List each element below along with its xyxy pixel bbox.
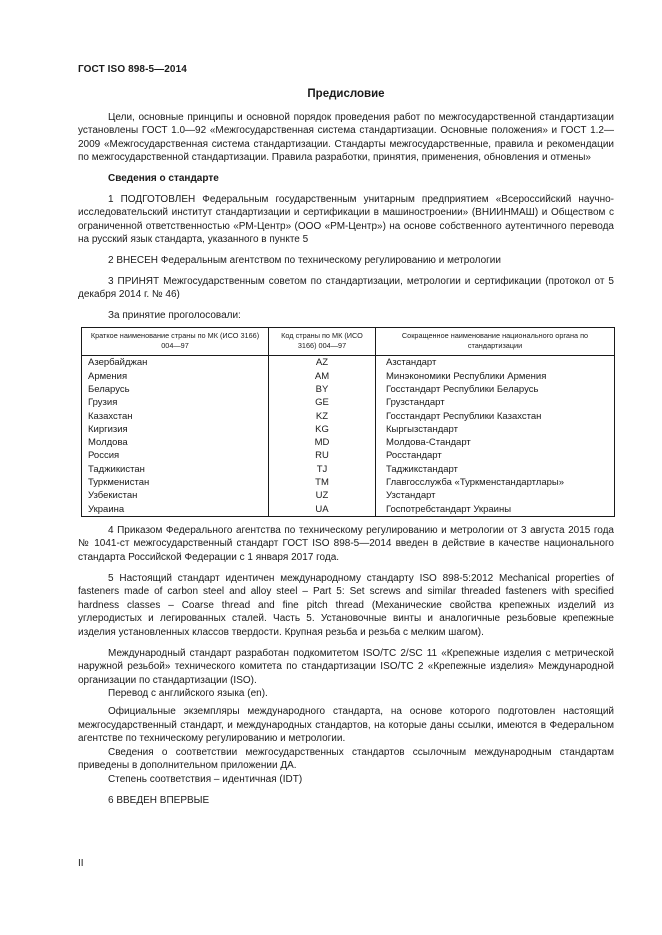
country-name: Азербайджан [82, 356, 269, 370]
page-title: Предисловие [307, 88, 385, 100]
standards-body: Молдова-Стандарт [376, 436, 615, 449]
country-code: MD [269, 436, 376, 449]
country-code: GE [269, 396, 376, 409]
country-name: Туркменистан [82, 476, 269, 489]
table-row [82, 503, 615, 517]
standards-body: Росстандарт [376, 449, 615, 462]
intro-paragraph: Цели, основные принципы и основной порядок проведения работ по межгосударственной стандартизации установлены ГОСТ 1.0—92 «Межгосударственная система стандартизации. Основные положения» и ГОСТ 1.2—2009 «Межгосударственная система стандартизации. Стандарты межгосударственные, правила и рекомендации по межгосударственной стандартизации. Правила разработки, принятия, применения, обновления и отмены» [78, 111, 614, 164]
standards-body: Азстандарт [376, 356, 615, 370]
standards-body: Таджикстандарт [376, 463, 615, 476]
table-row [82, 463, 615, 476]
table-header-row [82, 328, 615, 356]
item-6-paragraph: 6 ВВЕДЕН ВПЕРВЫЕ [108, 794, 210, 806]
item-5-developer-paragraph: Международный стандарт разработан подкомитетом ISO/TC 2/SC 11 «Крепежные изделия с метрической наружной резьбой» технического комитета по стандартизации ISO/TC 2 «Крепежные изделия» Международной организации по стандартизации (ISO). [78, 647, 614, 686]
item-5-translation-paragraph: Перевод с английского языка (en). [108, 688, 268, 700]
table-row [82, 423, 615, 436]
table-row [82, 383, 615, 396]
country-name: Таджикистан [82, 463, 269, 476]
document-header: ГОСТ ISO 898-5—2014 [78, 64, 187, 75]
item-5-compliance-paragraph: Сведения о соответствии межгосударственных стандартов ссылочным международным стандартам приведены в дополнительном приложении ДА. [78, 746, 614, 772]
country-name: Узбекистан [82, 489, 269, 502]
table-row [82, 356, 615, 370]
standards-body: Минэкономики Республики Армения [376, 370, 615, 383]
country-name: Россия [82, 449, 269, 462]
table-row [82, 436, 615, 449]
country-code: RU [269, 449, 376, 462]
item-1-paragraph: 1 ПОДГОТОВЛЕН Федеральным государственным унитарным предприятием «Всероссийский научно-исследовательский институт стандартизации и сертификации в машиностроении» (ВНИИНМАШ) и Обществом с ограниченной ответственностью «РМ-Центр» (ООО «РМ-Центр») на основе собственного аутентичного перевода на русский язык стандарта, указанного в пункте 5 [78, 193, 614, 246]
table-row [82, 410, 615, 423]
table-row [82, 370, 615, 383]
header-standards-body: Сокращенное наименование национального органа по стандартизации [376, 328, 615, 356]
header-country-code: Код страны по МК (ИСО 3166) 004—97 [269, 328, 376, 356]
item-2-paragraph: 2 ВНЕСЕН Федеральным агентством по техническому регулированию и метрологии [108, 254, 501, 266]
country-code: UZ [269, 489, 376, 502]
header-country-name: Краткое наименование страны по МК (ИСО 3166) 004—97 [82, 328, 269, 356]
page-number: II [78, 858, 84, 869]
country-name: Грузия [82, 396, 269, 409]
country-name: Беларусь [82, 383, 269, 396]
country-name: Молдова [82, 436, 269, 449]
standards-body: Госстандарт Республики Беларусь [376, 383, 615, 396]
table-row [82, 396, 615, 409]
country-code: AM [269, 370, 376, 383]
item-3-paragraph: 3 ПРИНЯТ Межгосударственным советом по стандартизации, метрологии и сертификации (протокол от 5 декабря 2014 г. № 46) [78, 275, 614, 301]
country-name: Армения [82, 370, 269, 383]
standards-body: Грузстандарт [376, 396, 615, 409]
standards-body: Кыргызстандарт [376, 423, 615, 436]
country-code: UA [269, 503, 376, 517]
country-name: Украина [82, 503, 269, 517]
standards-body: Госпотребстандарт Украины [376, 503, 615, 517]
item-5-official-copies-paragraph: Официальные экземпляры международного стандарта, на основе которого подготовлен настоящий межгосударственный стандарт, и международных стандартов, на которые даны ссылки, имеются в Федеральном агентстве по техническому регулированию и метрологии. [78, 706, 614, 745]
country-code: BY [269, 383, 376, 396]
country-name: Киргизия [82, 423, 269, 436]
item-4-paragraph: 4 Приказом Федерального агентства по техническому регулированию и метрологии от 3 августа 2015 года № 1041-ст межгосударственный стандарт ГОСТ ISO 898-5—2014 введен в действие в качестве национального стандарта Российской Федерации с 1 января 2017 года. [78, 524, 614, 564]
table-row [82, 449, 615, 462]
country-code: TJ [269, 463, 376, 476]
country-name: Казахстан [82, 410, 269, 423]
country-code: KG [269, 423, 376, 436]
item-5-paragraph: 5 Настоящий стандарт идентичен международному стандарту ISO 898-5:2012 Mechanical properties of fasteners made of carbon steel and alloy steel – Part 5: Set screws and similar threaded fasteners with specified hardness classes – Coarse thread and fine pitch thread (Механические свойства крепежных изделий из углеродистых и легированных сталей. Часть 5. Установочные винты и аналогичные резьбовые крепежные изделия установленных классов твердости. Крупная резьба и резьба с мелким шагом). [78, 572, 614, 639]
standards-body: Госстандарт Республики Казахстан [376, 410, 615, 423]
page-content [78, 88, 614, 807]
standards-body: Узстандарт [376, 489, 615, 502]
item-5-degree-paragraph: Степень соответствия – идентичная (IDT) [108, 773, 303, 785]
standard-info-heading: Сведения о стандарте [108, 172, 219, 184]
table-row [82, 489, 615, 502]
table-row [82, 476, 615, 489]
voting-states-table [81, 327, 615, 517]
country-code: TM [269, 476, 376, 489]
country-code: KZ [269, 410, 376, 423]
country-code: AZ [269, 356, 376, 370]
standards-body: Главгосслужба «Туркменстандартлары» [376, 476, 615, 489]
voted-label: За принятие проголосовали: [108, 309, 241, 321]
